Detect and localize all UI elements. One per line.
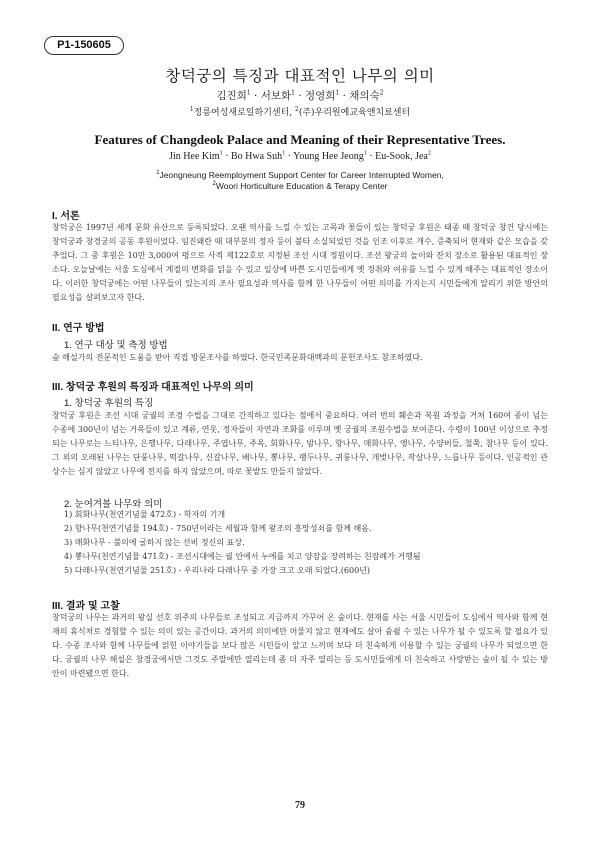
subheading-features-2: 2. 눈여겨볼 나무와 의미 [64,499,163,510]
affil-mark: 1 [156,170,160,177]
intro-paragraph: 창덕궁은 1997년 세계 문화 유산으로 등록되었다. 오랜 역사를 느낄 수 있는 고목과 꽃들이 있는 창덕궁 후원은 태종 때 창덕궁 창건 당시에는 창덕궁과 창경궁의 공동 후원이었다. 임진왜란 때 대부분의 정자 등이 불타 소실되었던 것을 인조 이후로 개수, 증축되어 현재와 같은 모습을 갖추었다. 그 중 후원은 10만 3,000여 평으로 사적 제122호로 지정된 조선 시대 정원이다. 조선 왕궁의 놀이와 잔치 장소로 활용된 대표적인 장소다. 오늘날에는 서울 도심에서 계절의 변화를 읽을 수 있고 일상에 바쁜 도시민들에게 옛 정취와 여유를 느낄 수 있게 해주는 대표적인 장소이다. 이러한 창덕궁에는 어떤 나무들이 있는지의 조사 필요성과 역사를 함께 한 나무들이 어떤 의미를 가지는지 시민들에게 알리기 위한 방안의 필요성을 살펴보고자 한다. [52,223,548,303]
author-name: 서보화 [260,90,292,102]
author-name: Jin Hee Kim [169,151,220,162]
author-affil-mark: 1 [363,150,367,157]
affiliation-en-2 [0,181,600,191]
author-separator: · [222,151,231,162]
author-affil-mark: 1 [246,89,251,97]
discussion-paragraph: 창덕궁의 나무는 과거의 왕실 선호 위주의 나무들로 조성되고 지금까지 가꾸어 온 숲이다. 현재를 사는 서울 시민들이 도심에서 역사와 함께 현재의 휴식처로 경험할 수 있는 의미 있는 공간이다. 과거의 의미에만 머물지 않고 현재에도 살아 숨쉴 수 있는 나무가 될 수 있도록 할 필요가 있다. 수종 조사와 함께 나무들에 얽힌 이야기들을 보다 많은 시민들이 알고 느끼며 보다 더 친숙하게 이용할 수 있는 궁궐의 나무가 되었으면 한다. 궁궐의 나무 해설은 창경궁에서만 그것도 주말에만 열리는데 좀 더 자주 열리는 등 도시민들에게 더 친숙하고 사랑받는 숲이 될 수 있는 방안이 마련됐으면 한다. [52,613,548,679]
author-affil-mark: 2 [379,89,384,97]
section-heading-features: III. 창덕궁 후원의 특징과 대표적인 나무의 의미 [52,382,254,393]
list-item: 4) 뽕나무(천연기념물 471호) - 조선시대에는 궐 안에서 누에를 치고 양잠을 장려하는 친잠례가 거행됨 [64,552,421,561]
tree-meaning-list [64,508,544,578]
author-name: Young Hee Jeong [293,151,364,162]
section-heading-methods: II. 연구 방법 [52,323,105,334]
author-name: 정영희 [305,90,336,102]
subheading-methods-1: 1. 연구 대상 및 측정 방법 [64,340,168,351]
affil-mark: 1 [189,106,194,113]
author-name: Eu-Sook, Jea [375,151,428,162]
list-item: 2) 향나무(천연기념물 194호) - 750년이라는 세월과 함께 왕조의 흥망성쇠를 함께 해옴. [64,524,372,533]
affil-text: (주)우리원예교육앤치료센터 [298,108,411,118]
author-list-ko [0,88,600,103]
page-number: 79 [295,800,305,811]
affil-text: 정릉여성새로일하기센터, [193,108,295,118]
author-separator: · [294,90,305,102]
poster-id-badge: P1-150605 [44,36,124,55]
affil-text: Woori Horticulture Education & Terapy Center [215,181,388,191]
author-separator: · [285,151,294,162]
list-item: 5) 다래나무(천연기념물 251호) - 우리나라 다래나무 중 가장 크고 오래 되었다.(600년) [64,566,371,575]
affiliation-ko [0,105,600,118]
author-affil-mark: 1 [219,150,223,157]
author-name: 김진희 [216,90,247,102]
affiliation-en-1 [0,170,600,180]
subheading-features-1: 1. 창덕궁 후원의 특징 [64,398,154,409]
features-paragraph: 창덕궁 후원은 조선 시대 궁궐의 조경 수법을 그대로 간직하고 있다는 점에서 중요하다. 여러 번의 훼손과 복원 과정을 거쳐 160여 종이 넘는 수종에 300년이 넘는 거목들이 있고 계류, 연못, 정자들이 자연과 조화를 이루며 옛 궁궐의 조원수법을 보여준다. 수령이 100년 이상으로 추정되는 나무로는 느티나무, 은행나무, 다래나무, 주엽나무, 주목, 회화나무, 밤나무, 향나무, 매화나무, 앵나무, 수양버들, 철쭉, 참나무 등이 있다. 그 외의 오래된 나무는 단풍나무, 떡갈나무, 신갈나무, 배나무, 뽕나무, 팽두나무, 귀룽나무, 개벚나무, 작살나무, 느릅나무 등이다. 인공적인 관상수는 심지 않았고 나무에 전지를 하지 않았으며, 따로 꽃밭도 만들지 않았다. [52,411,548,477]
paper-title-en: Features of Changdeok Palace and Meaning of their Representative Trees. [94,132,506,147]
author-affil-mark: 1 [291,89,295,97]
author-list-en [0,151,600,162]
author-name: 채의숙 [349,90,380,102]
author-affil-mark: 1 [335,89,340,97]
affil-mark: 2 [295,106,299,113]
author-name: Bo Hwa Suh [231,151,283,162]
list-item: 3) 매화나무 - 불의에 굴하지 않는 선비 정신의 표상. [64,538,245,547]
author-affil-mark: 2 [427,150,431,157]
author-affil-mark: 1 [282,150,286,157]
list-item: 1) 회화나무(천연기념물 472호) - 학자의 기개 [64,510,226,519]
affil-text: Jeongneung Reemployment Support Center for Career Interrupted Women, [159,170,444,180]
author-separator: · [339,90,350,102]
section-heading-discussion: III. 결과 및 고찰 [52,601,120,612]
section-heading-intro: I. 서론 [52,211,80,222]
author-separator: · [366,151,376,162]
author-separator: · [250,90,261,102]
affil-mark: 2 [212,181,216,188]
paper-title-ko: 창덕궁의 특징과 대표적인 나무의 의미 [165,67,435,85]
methods-paragraph: 숲 해설가의 전문적인 도움을 받아 직접 방문조사를 하였다. 한국민족문화대백과의 문헌조사도 참조하였다. [52,353,423,362]
